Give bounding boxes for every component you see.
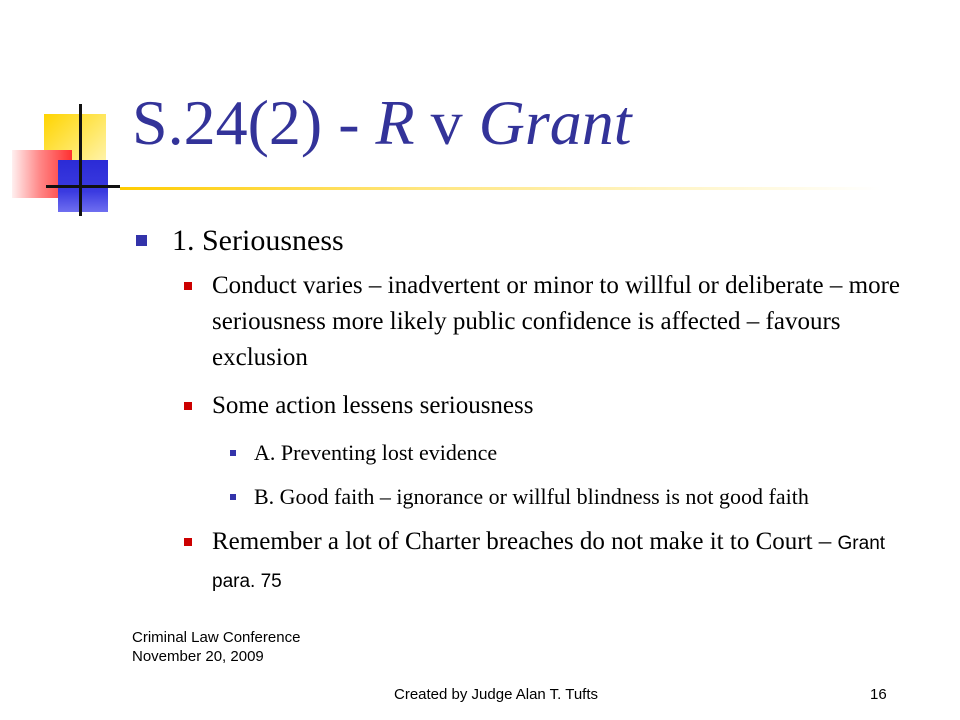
footer-author: Created by Judge Alan T. Tufts — [394, 686, 599, 703]
title-underline — [120, 187, 880, 190]
bullet-item — [130, 480, 920, 514]
bullet-marker — [230, 494, 236, 500]
footer-conference: Criminal Law Conference November 20, 2009 — [132, 629, 301, 665]
bullet-item — [130, 222, 920, 260]
decor-horizontal-line — [46, 185, 120, 188]
bullet-marker — [136, 235, 147, 246]
bullet-text: Conduct varies – inadvertent or minor to willful or deliberate – more seriousness more likely public confidence is affected – favours exclusion — [212, 272, 901, 371]
bullet-marker — [184, 282, 192, 290]
bullet-marker — [184, 538, 192, 546]
title-v: v — [414, 87, 479, 158]
title-r: R — [375, 87, 415, 158]
bullet-item — [130, 436, 920, 470]
decor-vertical-line — [79, 104, 82, 216]
title-prefix: S.24(2) - — [132, 87, 376, 158]
bullet-item — [130, 268, 920, 376]
bullet-text: Some action lessens seriousness — [212, 392, 534, 419]
bullet-citation: Grant para. 75 — [212, 533, 886, 592]
bullet-text: A. Preventing lost evidence — [254, 440, 498, 465]
bullet-text: Remember a lot of Charter breaches do not make it to Court – — [212, 528, 838, 555]
title-grant: Grant — [478, 87, 632, 158]
bullet-marker — [184, 402, 192, 410]
bullet-item — [130, 388, 920, 424]
slide-title — [132, 88, 632, 158]
bullet-item — [130, 524, 920, 600]
bullet-list — [130, 222, 920, 612]
bullet-marker — [230, 450, 236, 456]
bullet-text: B. Good faith – ignorance or willful blindness is not good faith — [254, 484, 809, 509]
footer-page-number: 16 — [870, 686, 887, 703]
bullet-text: 1. Seriousness — [172, 224, 344, 257]
